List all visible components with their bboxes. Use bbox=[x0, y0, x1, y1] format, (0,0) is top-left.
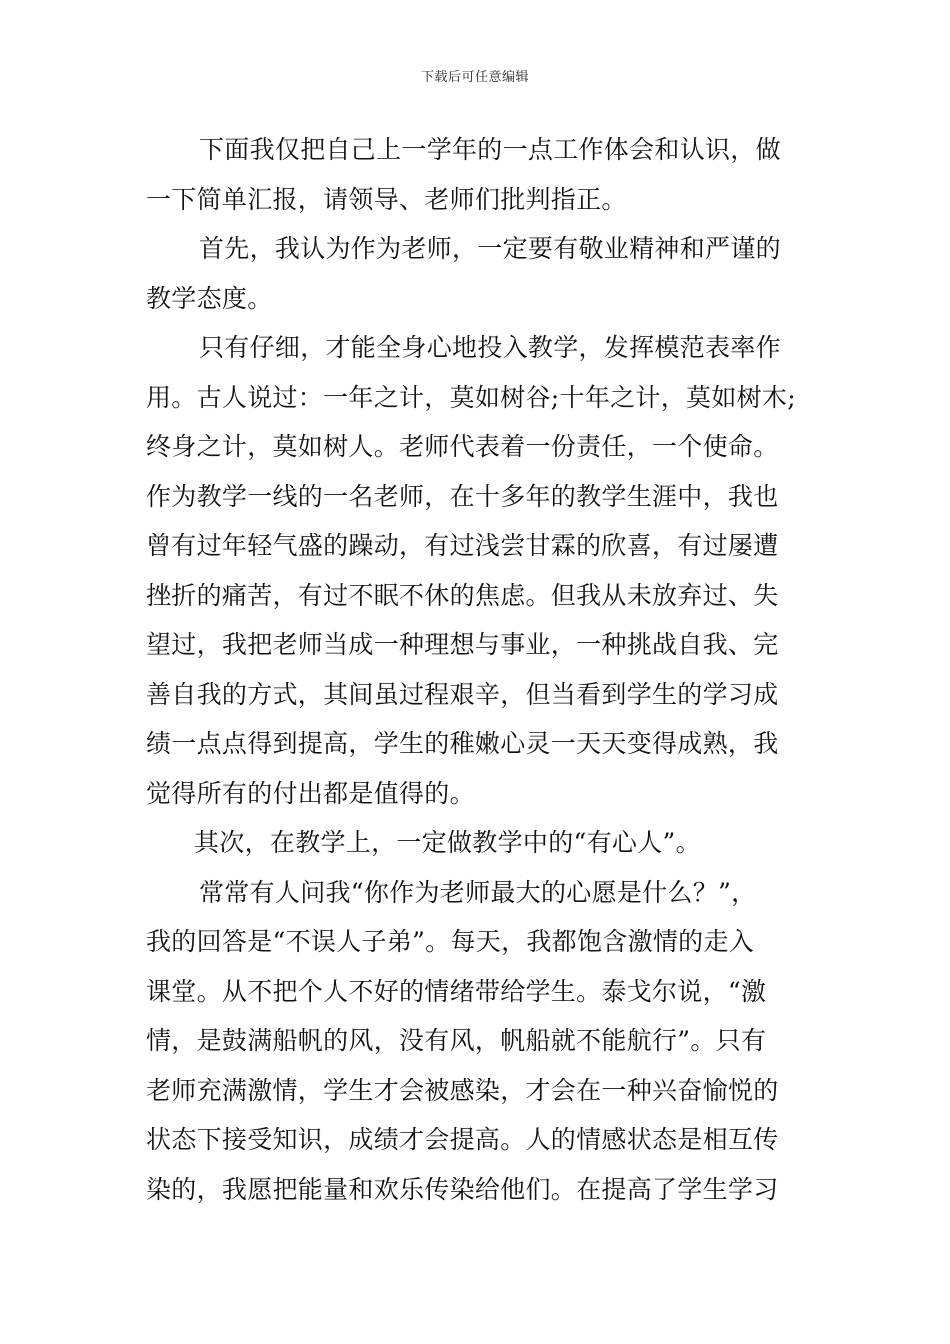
page-header: 下载后可任意编辑 bbox=[420, 70, 529, 85]
paragraph-line: 课堂。从不把个人不好的情绪带给学生。泰戈尔说，“激 bbox=[146, 976, 767, 1006]
paragraph-line: 曾有过年轻气盛的躁动，有过浅尝甘霖的欣喜，有过屡遭 bbox=[146, 531, 779, 560]
paragraph-line: 望过，我把老师当成一种理想与事业，一种挑战自我、完 bbox=[146, 630, 779, 659]
paragraph-line: 状态下接受知识，成绩才会提高。人的情感状态是相互传 bbox=[146, 1125, 779, 1154]
paragraph-line: 下面我仅把自己上一学年的一点工作体会和认识，做 bbox=[199, 135, 781, 164]
paragraph-line: 绩一点点得到提高，学生的稚嫩心灵一天天变得成熟，我 bbox=[146, 729, 779, 758]
paragraph-line: 终身之计，莫如树人。老师代表着一份责任，一个使命。 bbox=[146, 432, 779, 461]
paragraph-line: 染的，我愿把能量和欢乐传染给他们。在提高了学生学习 bbox=[146, 1174, 779, 1204]
paragraph-line: 首先，我认为作为老师，一定要有敬业精神和严谨的 bbox=[199, 234, 781, 263]
paragraph-line: 常常有人问我“你作为老师最大的心愿是什么？”， bbox=[199, 877, 757, 907]
body-text bbox=[146, 125, 814, 1214]
paragraph-line: 教学态度。 bbox=[146, 283, 273, 313]
paragraph-line: 善自我的方式，其间虽过程艰辛，但当看到学生的学习成 bbox=[146, 679, 779, 709]
paragraph-line: 用。古人说过：一年之计，莫如树谷;十年之计，莫如树木; bbox=[146, 382, 796, 412]
paragraph-line: 挫折的痛苦，有过不眠不休的焦虑。但我从未放弃过、失 bbox=[146, 580, 779, 610]
paragraph-line: 我的回答是“不误人子弟”。每天，我都饱含激情的走入 bbox=[146, 927, 755, 956]
paragraph-line: 只有仔细，才能全身心地投入教学，发挥模范表率作 bbox=[199, 333, 781, 362]
paragraph-line: 作为教学一线的一名老师，在十多年的教学生涯中，我也 bbox=[146, 481, 779, 511]
paragraph-line: 一下简单汇报，请领导、老师们批判指正。 bbox=[146, 184, 627, 214]
paragraph-line: 其次，在教学上，一定做教学中的“有心人”。 bbox=[194, 828, 701, 857]
paragraph-line: 觉得所有的付出都是值得的。 bbox=[146, 778, 475, 808]
paragraph-line: 情，是鼓满船帆的风，没有风，帆船就不能航行”。只有 bbox=[146, 1026, 767, 1055]
paragraph-line: 老师充满激情，学生才会被感染，才会在一种兴奋愉悦的 bbox=[146, 1075, 779, 1105]
